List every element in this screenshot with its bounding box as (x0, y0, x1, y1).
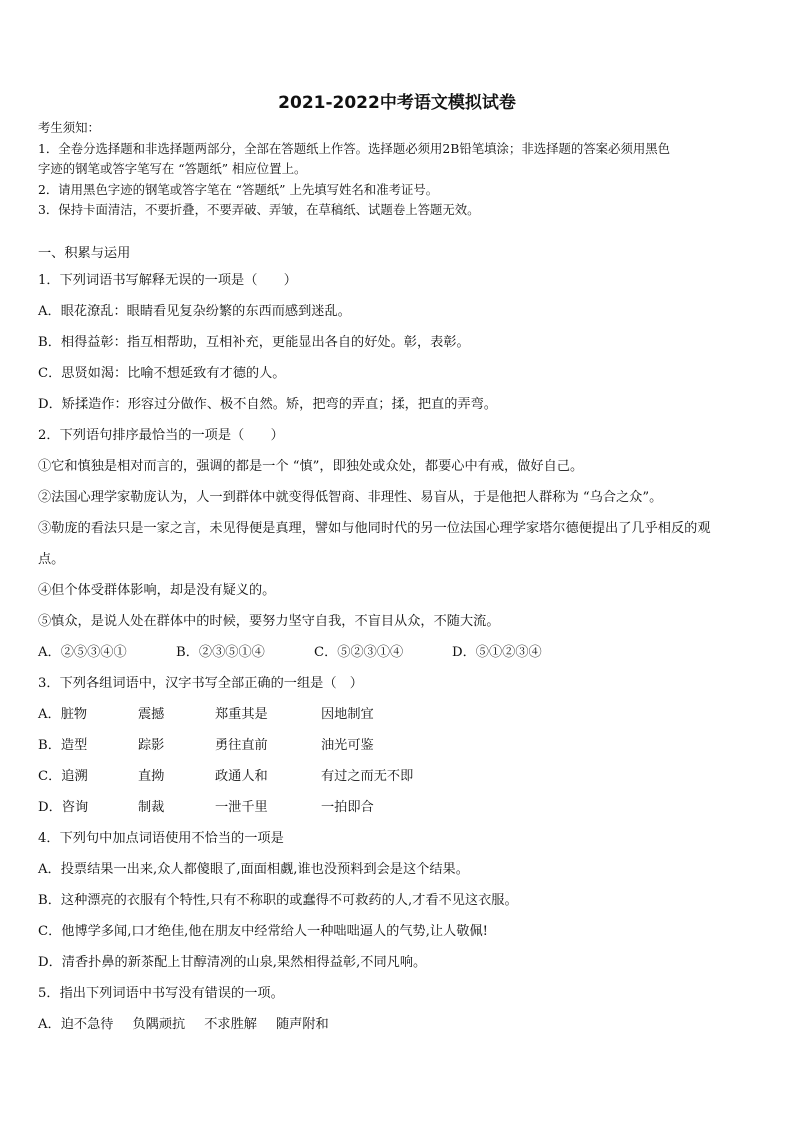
word: 制裁 (138, 800, 165, 815)
question-2-sentence-2: ②法国心理学家勒庞认为，人一到群体中就变得低智商、非理性、易盲从，于是他把人群称为 “乌合之众”。 (38, 490, 663, 505)
page-title: 2021-2022中考语文模拟试卷 (278, 93, 516, 113)
question-3-option-d (38, 796, 758, 827)
question-2-sentence-1: ①它和慎独是相对而言的，强调的都是一个 “慎”，即独处或众处，都要心中有戒，做好自己。 (38, 459, 584, 474)
questions (38, 242, 758, 1044)
word: 不求胜解 (204, 1017, 257, 1032)
notice-item: 1．全卷分选择题和非选择题两部分，全部在答题纸上作答。选择题必须用2B铅笔填涂；非选择题的答案必须用黑色 (38, 140, 671, 156)
word: 政通人和 (215, 769, 268, 784)
word: 油光可鉴 (321, 738, 374, 753)
question-2-sentence-4: ④但个体受群体影响，却是没有疑义的。 (38, 583, 276, 598)
question-2-sentence-3: ③勒庞的看法只是一家之言，未见得便是真理，譬如与他同时代的另一位法国心理学家塔尔德便提出了几乎相反的观 (38, 521, 711, 536)
question-1-option-c: C．思贤如渴：比喻不想延致有才德的人。 (38, 366, 286, 381)
word: 有过之而无不即 (321, 769, 414, 784)
question-2-option-c: C．⑤②③①④ (314, 645, 404, 660)
question-2-sentence-3-cont: 点。 (38, 552, 65, 567)
notice-item: 字迹的钢笔或答字笔写在 “答题纸” 相应位置上。 (38, 161, 307, 176)
question-5-stem: 5．指出下列词语中书写没有错误的一项。 (38, 986, 284, 1001)
question-2-options (38, 641, 758, 672)
question-4-option-c: C．他博学多闻,口才绝佳,他在朋友中经常给人一种咄咄逼人的气势,让人敬佩! (38, 924, 488, 939)
notice-block (38, 118, 758, 221)
question-3-stem: 3．下列各组词语中，汉字书写全部正确的一组是（ ） (38, 676, 363, 691)
word: A．迫不急待 (38, 1017, 114, 1032)
question-3-option-c (38, 765, 758, 796)
word: 随声附和 (275, 1017, 329, 1032)
question-2-option-d: D．⑤①②③④ (452, 645, 542, 660)
question-4-option-d: D．清香扑鼻的新茶配上甘醇清冽的山泉,果然相得益彰,不同凡响。 (38, 955, 427, 970)
word: C．追溯 (38, 769, 88, 784)
word: A．脏物 (38, 707, 88, 722)
question-1-option-a: A．眼花潦乱：眼睛看见复杂纷繁的东西而感到迷乱。 (38, 304, 351, 319)
question-1-option-d: D．矫揉造作：形容过分做作、极不自然。矫，把弯的弄直；揉，把直的弄弯。 (38, 397, 497, 412)
question-2-stem: 2．下列语句排序最恰当的一项是（ ） (38, 428, 284, 443)
question-3-option-a (38, 703, 758, 734)
word: 因地制宜 (321, 707, 374, 722)
question-3-option-b (38, 734, 758, 765)
section-heading: 一、积累与运用 (38, 246, 131, 261)
word: B．造型 (38, 738, 88, 753)
question-1-option-b: B．相得益彰：指互相帮助，互相补充，更能显出各自的好处。彰，表彰。 (38, 335, 470, 350)
word: 一拍即合 (321, 800, 374, 815)
word: 负隅顽抗 (132, 1017, 186, 1032)
question-4-option-b: B．这种漂亮的衣服有个特性,只有不称职的或蠢得不可救药的人,才看不见这衣服。 (38, 893, 518, 908)
word: 震撼 (138, 707, 165, 722)
notice-item: 3．保持卡面清洁，不要折叠，不要弄破、弄皱，在草稿纸、试题卷上答题无效。 (38, 202, 480, 217)
question-5-option-a (38, 1013, 758, 1044)
word: D．咨询 (38, 800, 89, 815)
word: 踪影 (138, 738, 165, 753)
question-4-stem: 4．下列句中加点词语使用不恰当的一项是 (38, 831, 284, 846)
word: 郑重其是 (215, 707, 268, 722)
word: 直拗 (138, 769, 165, 784)
word: 勇往直前 (215, 738, 268, 753)
question-2-sentence-5: ⑤慎众，是说人处在群体中的时候，要努力坚守自我，不盲目从众，不随大流。 (38, 614, 500, 629)
question-1-stem: 1．下列词语书写解释无误的一项是（ ） (38, 273, 297, 288)
notice-heading: 考生须知： (38, 120, 100, 135)
notice-item: 2．请用黑色字迹的钢笔或答字笔在 “答题纸” 上先填写姓名和准考证号。 (38, 181, 439, 197)
question-2-option-b: B．②③⑤①④ (176, 645, 265, 660)
question-2-option-a: A．②⑤③④① (38, 645, 127, 660)
word: 一泄千里 (215, 800, 268, 815)
question-4-option-a: A．投票结果一出来,众人都傻眼了,面面相觑,谁也没预料到会是这个结果。 (38, 862, 469, 877)
